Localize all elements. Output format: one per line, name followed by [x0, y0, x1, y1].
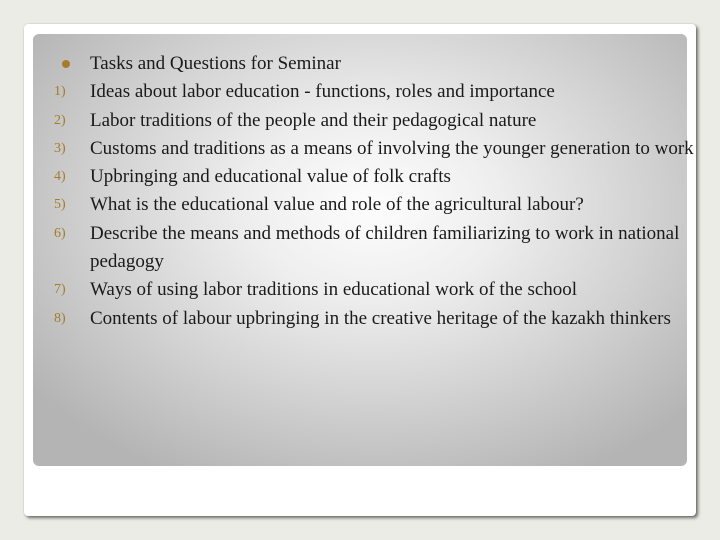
list-item-number: 7) [54, 282, 66, 298]
list-item [54, 305, 694, 333]
list-item-number: 4) [54, 169, 66, 185]
list-item [54, 191, 694, 219]
list-header-text: Tasks and Questions for Seminar [90, 53, 341, 74]
list-item-text: Ways of using labor traditions in educational work of the school [90, 279, 578, 301]
list-item-number: 5) [54, 197, 66, 213]
list-item-text: Describe the means and methods of children familiarizing to work in national pedagogy [90, 222, 680, 273]
list-item-text: Customs and traditions as a means of involving the younger generation to work [90, 137, 694, 159]
seminar-questions-list [54, 50, 694, 333]
list-item-number: 2) [54, 112, 66, 128]
list-item [54, 107, 694, 135]
list-item-text: Contents of labour upbringing in the creative heritage of the kazakh thinkers [90, 307, 671, 329]
list-item [54, 163, 694, 191]
list-item [54, 220, 694, 277]
list-item-number: 8) [54, 310, 66, 326]
bullet-dot-icon [62, 60, 70, 68]
list-item-text: Labor traditions of the people and their pedagogical nature [90, 109, 537, 131]
list-item-number: 3) [54, 140, 66, 156]
list-item [54, 276, 694, 304]
list-item [54, 135, 694, 163]
list-item-text: Upbringing and educational value of folk crafts [90, 166, 451, 188]
list-item [54, 78, 694, 106]
list-item-number: 1) [54, 84, 66, 100]
list-item-text: What is the educational value and role of the agricultural labour? [90, 194, 584, 216]
list-header-item [54, 50, 694, 78]
list-item-text: Ideas about labor education - functions, roles and importance [90, 81, 555, 103]
list-item-number: 6) [54, 225, 66, 241]
